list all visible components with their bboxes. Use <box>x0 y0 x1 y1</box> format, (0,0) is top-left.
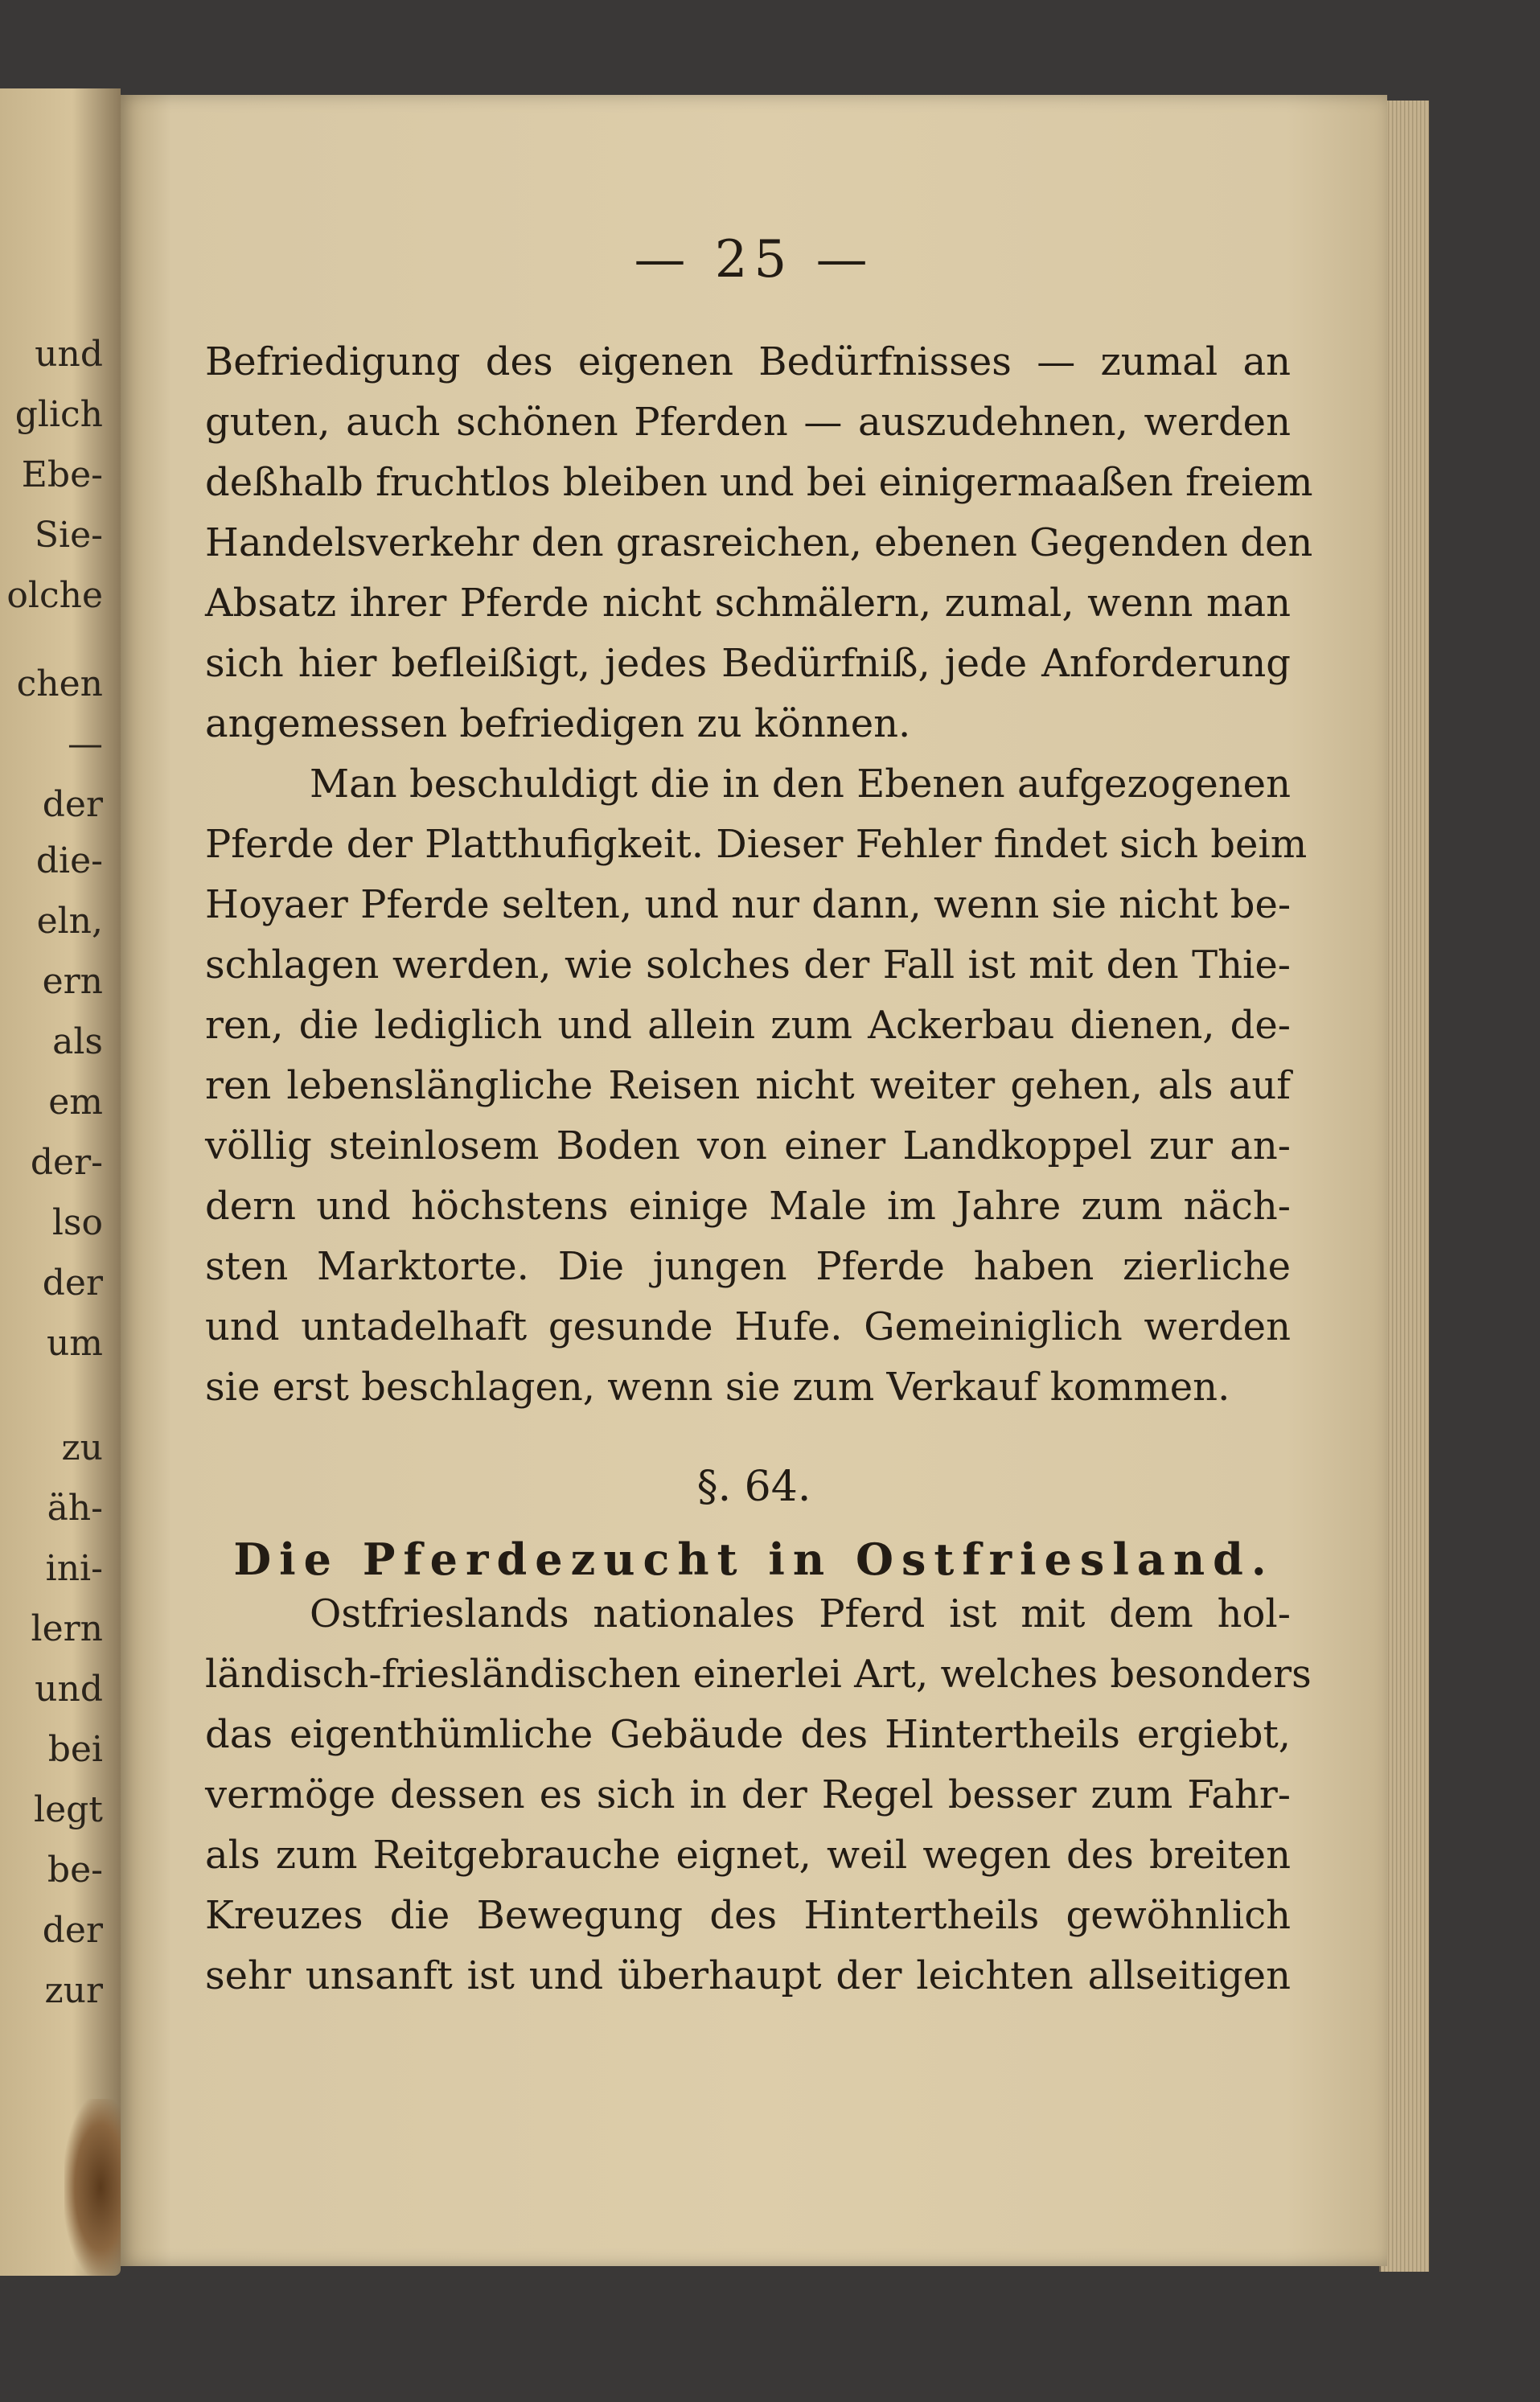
text-line: als zum Reitgebrauche eignet, weil wegen des breiten <box>205 1833 1291 1878</box>
left-fragment: lso <box>51 1202 103 1243</box>
section-number: §. 64. <box>696 1463 811 1511</box>
left-fragment: glich <box>14 394 103 435</box>
text-line: Absatz ihrer Pferde nicht schmälern, zumal, wenn man <box>205 581 1291 626</box>
text-line: Handelsverkehr den grasreichen, ebenen Gegenden den <box>205 520 1313 565</box>
text-line: ren, die lediglich und allein zum Ackerbau dienen, de- <box>205 1003 1291 1048</box>
section-title: Die Pferdezucht in Ostfriesland. <box>233 1534 1275 1585</box>
left-fragment: und <box>35 1669 103 1710</box>
left-page <box>0 88 121 2276</box>
page-number: — 25 — <box>634 230 874 289</box>
left-fragment: und <box>35 334 103 375</box>
left-fragment: chen <box>16 663 103 704</box>
right-page <box>121 95 1387 2266</box>
left-fragment: be- <box>47 1850 103 1891</box>
text-line: Hoyaer Pferde selten, und nur dann, wenn sie nicht be- <box>205 882 1292 927</box>
left-fragment: Ebe- <box>21 454 103 495</box>
left-fragment: äh- <box>47 1488 103 1529</box>
left-fragment: der- <box>30 1142 103 1183</box>
text-line: Befriedigung des eigenen Bedürfnisses — zumal an <box>205 339 1291 384</box>
text-line: sehr unsanft ist und überhaupt der leichten allseitigen <box>205 1953 1291 1998</box>
left-fragment: der <box>42 1910 103 1951</box>
left-fragment: eln, <box>36 901 103 942</box>
text-line: Man beschuldigt die in den Ebenen aufgezogenen <box>310 762 1291 807</box>
text-line: sich hier befleißigt, jedes Bedürfniß, jede Anforderung <box>205 641 1291 686</box>
text-line: ren lebenslängliche Reisen nicht weiter gehen, als auf <box>205 1063 1291 1108</box>
text-line: Pferde der Platthufigkeit. Dieser Fehler findet sich beim <box>205 822 1308 867</box>
text-line: Ostfrieslands nationales Pferd ist mit dem hol- <box>310 1591 1291 1636</box>
text-line: Kreuzes die Bewegung des Hintertheils gewöhnlich <box>205 1893 1291 1938</box>
left-fragment: zur <box>44 1970 103 2011</box>
left-fragment: die- <box>35 840 103 881</box>
left-fragment: der <box>42 1263 103 1304</box>
left-fragment: olche <box>6 575 103 616</box>
left-fragment: zu <box>61 1427 103 1468</box>
text-line: dern und höchstens einige Male im Jahre zum näch- <box>205 1184 1291 1229</box>
text-line: schlagen werden, wie solches der Fall ist mit den Thie- <box>205 942 1291 987</box>
left-fragment: als <box>52 1021 103 1062</box>
text-line: völlig steinlosem Boden von einer Landkoppel zur an- <box>205 1123 1291 1168</box>
text-line: deßhalb fruchtlos bleiben und bei einigermaaßen freiem <box>205 460 1313 505</box>
text-line: angemessen befriedigen zu können. <box>205 701 911 746</box>
text-line: das eigenthümliche Gebäude des Hintertheils ergiebt, <box>205 1712 1291 1757</box>
left-fragment: lern <box>31 1608 103 1649</box>
left-fragment: em <box>48 1082 103 1123</box>
text-line: sten Marktorte. Die jungen Pferde haben zierliche <box>205 1244 1291 1289</box>
text-line: guten, auch schönen Pferden — auszudehnen, werden <box>205 400 1291 445</box>
left-fragment: Sie- <box>34 515 103 556</box>
left-fragment: bei <box>47 1729 103 1770</box>
text-line: vermöge dessen es sich in der Regel besser zum Fahr- <box>205 1772 1291 1817</box>
text-line: ländisch-friesländischen einerlei Art, welches besonders <box>205 1652 1312 1697</box>
left-fragment: legt <box>34 1789 103 1830</box>
left-fragment: der <box>42 784 103 825</box>
left-fragment: ini- <box>45 1548 103 1589</box>
text-line: und untadelhaft gesunde Hufe. Gemeiniglich werden <box>205 1304 1291 1349</box>
left-fragment: ern <box>42 961 103 1002</box>
left-fragment: — <box>68 724 103 765</box>
left-fragment: um <box>46 1323 103 1364</box>
text-line: sie erst beschlagen, wenn sie zum Verkauf kommen. <box>205 1365 1230 1410</box>
